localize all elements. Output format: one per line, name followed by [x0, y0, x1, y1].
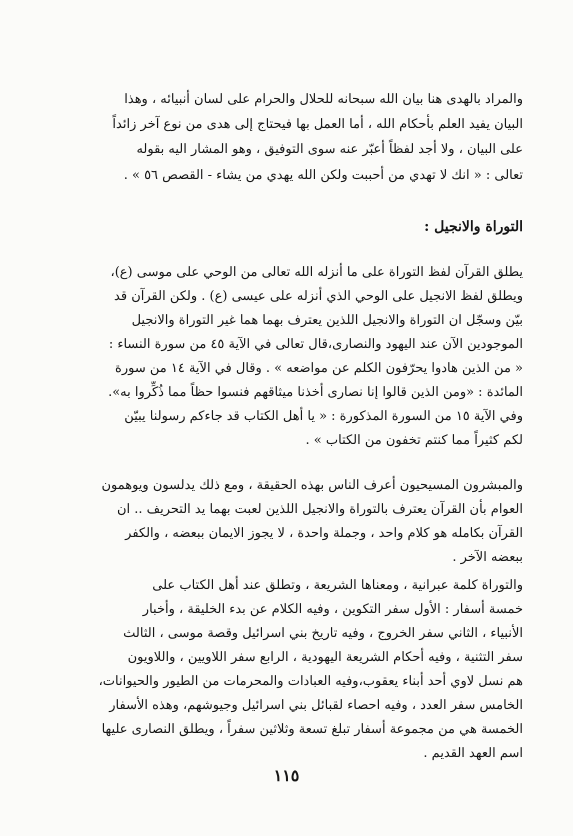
body-text-line: تعالى : « انك لا تهدي من أحببت ولكن الله يهدي من يشاء - القصص ٥٦ » .: [123, 168, 523, 183]
body-text-line: والمبشرون المسيحيون أعرف الناس بهذه الحقيقة ، ومع ذلك يدلسون ويوهمون: [101, 478, 523, 493]
quoted-verse-line: لكم كثيراً مما كنتم تخفون من الكتاب » .: [305, 433, 523, 448]
body-text-line: الخمسة هي من مجموعة أسفار تبلغ تسعة وثلاثين سفراً ، ويطلق النصارى عليها: [101, 722, 523, 737]
quoted-verse-line: المائدة : «ومن الذين قالوا إنا نصارى أخذنا ميثاقهم فنسوا حظاً مما ذُكِّروا به».: [108, 385, 523, 400]
page-number: ١١٥: [273, 766, 300, 785]
quoted-verse-line: « من الذين هادوا يحرّفون الكلم عن مواضعه » . وقال في الآية ١٤ من سورة: [115, 361, 523, 376]
body-text-line: الخامس سفر العدد ، وفيه احصاء لقبائل بني اسرائيل وجيوشهم، وهذه الأسفار: [109, 698, 523, 713]
body-text-line: يطلق القرآن لفظ التوراة على ما أنزله الله تعالى من الوحي على موسى (ع)،: [110, 265, 523, 280]
body-text-line: الأنبياء ، الثاني سفر الخروج ، وفيه تاريخ بني اسرائيل وقصة موسى ، الثالث: [123, 626, 523, 641]
body-text-line: والمراد بالهدى هنا بيان الله سبحانه للحلال والحرام على لسان أنبيائه ، وهذا: [124, 92, 523, 107]
body-text-line: هم نسل لاوي أحد أبناء يعقوب،وفيه العبادات والمحرمات من الطيور والحيوانات،: [98, 674, 523, 689]
body-text-line: بيّن وسجّل ان التوراة والانجيل اللذين يعترف بهما هما غير التوراة والانجيل: [131, 313, 523, 328]
body-text-line: على البيان ، ولا أجد لفظاً أعبّر عنه سوى التوفيق ، وهو المشار اليه بقوله: [136, 142, 523, 157]
section-heading: التوراة والانجيل :: [424, 219, 523, 235]
quoted-verse-line: وفي الآية ١٥ من السورة المذكورة : « يا أهل الكتاب قد جاءكم رسولنا يبيّن: [124, 409, 523, 424]
body-text-line: العوام بأن القرآن يعترف بالتوراة والانجيل اللذين لعبت بهما يد التحريف .. ان: [116, 502, 523, 517]
body-text-line: الموجودين الآن عند اليهود والنصارى،قال تعالى في الآية ٤٥ من سورة النساء :: [108, 337, 523, 352]
body-text-line: سفر التثنية ، وفيه أحكام الشريعة اليهودية ، الرابع سفر اللاويين ، واللاويون: [127, 650, 523, 665]
body-text-line: ويطلق لفظ الانجيل على الوحي الذي أنزله على عيسى (ع) . ولكن القرآن قد: [114, 289, 523, 304]
body-text-line: اسم العهد القديم .: [423, 746, 523, 761]
body-text-line: والتوراة كلمة عبرانية ، ومعناها الشريعة ، وتطلق عند أهل الكتاب على: [152, 578, 523, 593]
body-text-line: ببعضه الآخر .: [452, 550, 523, 565]
body-text-line: البيان يفيد العلم بأحكام الله ، أما العمل بها فيحتاج إلى هدى من نوع آخر زائداً: [112, 117, 523, 132]
body-text-line: خمسة أسفار : الأول سفر التكوين ، وفيه الكلام عن بدء الخليقة ، وأخبار: [142, 602, 523, 617]
body-text-line: القرآن بكامله هو كلام واحد ، وجملة واحدة ، لا يجوز الايمان ببعضه ، والكفر: [125, 526, 523, 541]
